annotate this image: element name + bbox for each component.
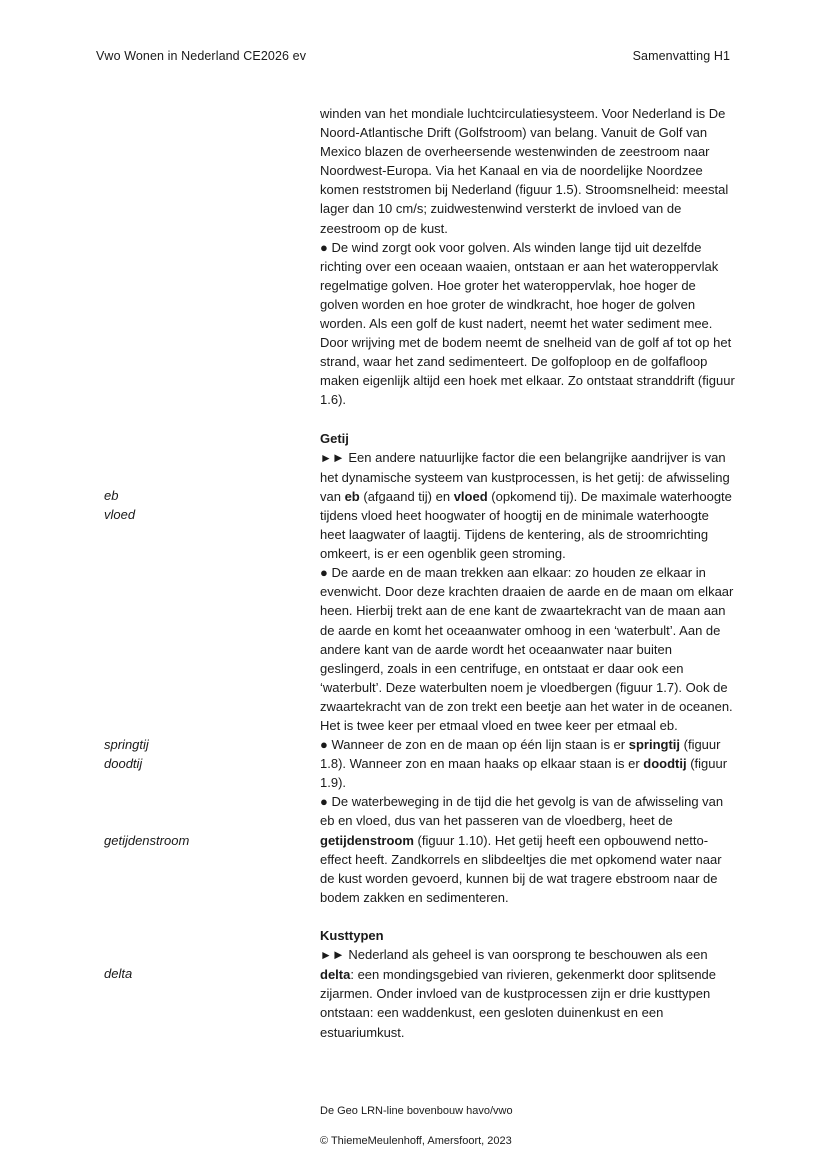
- heading-kusttypen: Kusttypen: [320, 928, 384, 944]
- text-column-4: [320, 792, 736, 926]
- paragraph-springtij: ● Wanneer de zon en de maan op één lijn staan is er springtij (figuur 1.8). Wanneer zon en maan haaks op elkaar staan is er doodtij (figuur 1.9).: [320, 737, 728, 791]
- text-column-3: [320, 735, 736, 792]
- content-block-zeestroom: [96, 104, 736, 429]
- margin-note-getijdenstroom: getijdenstroom: [104, 832, 190, 848]
- margin-note-eb-vloed: eb vloed: [104, 487, 136, 522]
- margin-note-springtij-doodtij: springtij doodtij: [104, 737, 149, 772]
- margin-note-delta: delta: [104, 966, 133, 982]
- footer-line-copyright: © ThiemeMeulenhoff, Amersfoort, 2023: [320, 1135, 512, 1147]
- text-column-1: [320, 104, 736, 429]
- paragraph-getijdenstroom: ● De waterbeweging in de tijd die het gevolg is van de afwisseling van eb en vloed, dus van het passeren van de vloedberg, heet de getijdenstroom (figuur 1.10). Het getij heeft een opbouwend netto-effect heeft. Zandkorrels en slibdeeltjes die met opkomend water naar de kust worden gevoerd, kunnen bij de wat tragere ebstroom naar de bodem zakken en sedimenteren.: [320, 794, 724, 905]
- running-head-left: Vwo Wonen in Nederland CE2026 ev: [96, 49, 307, 63]
- triangle-marker-icon: ►: [320, 450, 332, 465]
- content-block-kusttypen: [96, 926, 736, 1042]
- term-delta: delta: [320, 967, 351, 983]
- paragraph-spacer-2: [320, 907, 736, 926]
- heading-getij: Getij: [320, 430, 349, 446]
- content-block-getij: [96, 429, 736, 736]
- triangle-marker-icon-2: ►: [320, 948, 332, 963]
- content-block-getijdenstroom: [96, 792, 736, 926]
- running-head-right: Samenvatting H1: [632, 49, 730, 63]
- term-getijdenstroom: getijdenstroom: [320, 832, 414, 848]
- paragraph-kusttypen: ►► Nederland als geheel is van oorsprong te beschouwen als een delta: een mondingsgebied van rivieren, gekenmerkt door splitsende zijarmen. Onder invloed van de kustprocessen zijn er drie kusttypen ontstaan: een waddenkust, een gesloten duinenkust en een estuariumkust.: [320, 947, 717, 1040]
- footer-line-source: De Geo LRN-line bovenbouw havo/vwo: [320, 1105, 513, 1117]
- text-column-2: [320, 429, 736, 736]
- paragraph-golven: ● De wind zorgt ook voor golven. Als winden lange tijd uit dezelfde richting over een oceaan waaien, ontstaan er aan het wateroppervlak regelmatige golven. Hoe groter het wateroppervlak, hoe hoger de golven worden en hoe groter de windkracht, hoe hoger de golven worden. Als een golf de kust nadert, neemt het water sediment mee. Door wrijving met de bodem neemt de snelheid van de golf af tot op het strand, waar het zand sedimenteert. De golfoploop en de golfafloop maken eigenlijk altijd een hoek met elkaar. Zo ontstaat stranddrift (figuur 1.6).: [320, 239, 735, 408]
- term-eb: eb: [344, 488, 360, 504]
- text-column-5: [320, 926, 736, 1042]
- content-block-springtij: [96, 735, 736, 792]
- paragraph-zeestroom: winden van het mondiale luchtcirculatiesysteem. Voor Nederland is De Noord-Atlantische Drift (Golfstroom) van belang. Vanuit de Golf van Mexico blazen de overheersende westenwinden de zeestroom naar Noordwest-Europa. Via het Kanaal en via de noordelijke Noordzee komen reststromen bij Nederland (figuur 1.5). Stroomsnelheid: meestal lager dan 10 cm/s; zuidwestenwind versterkt de invloed van de zeestroom op de kust.: [320, 106, 729, 236]
- page-footer: [320, 1089, 513, 1164]
- running-head: [96, 48, 730, 64]
- paragraph-getij: ►► Een andere natuurlijke factor die een belangrijke aandrijver is van het dynamische systeem van kustprocessen, is het getij: de afwisseling van eb (afgaand tij) en vloed (opkomend tij). De maximale waterhoogte tijdens vloed heet hoogwater of hoogtij en de minimale waterhoogte heet laagwater of laagtij. Tijdens de kentering, als de stroomrichting omkeert, is er een ogenblik geen stroming.: [320, 449, 732, 562]
- paragraph-aarde-maan: ● De aarde en de maan trekken aan elkaar: zo houden ze elkaar in evenwicht. Door deze krachten draaien de aarde en de maan om elkaar heen. Hierbij trekt aan de ene kant de zwaartekracht van de maan aan de aarde en komt het oceaanwater omhoog in een ‘waterbult’. Aan de andere kant van de aarde wordt het oceaanwater naar buiten geslingerd, zoals in een centrifuge, en ontstaat er daar ook een ‘waterbult’. Deze waterbulten noem je vloedbergen (figuur 1.7). Ook de zwaartekracht van de zon trekt een beetje aan het water in de oceanen. Het is twee keer per etmaal vloed en twee keer per etmaal eb.: [320, 565, 734, 733]
- term-springtij: springtij: [628, 737, 681, 753]
- term-doodtij: doodtij: [643, 756, 687, 772]
- term-vloed: vloed: [453, 488, 488, 504]
- body-area: [96, 104, 736, 1042]
- paragraph-spacer-1: [320, 410, 736, 429]
